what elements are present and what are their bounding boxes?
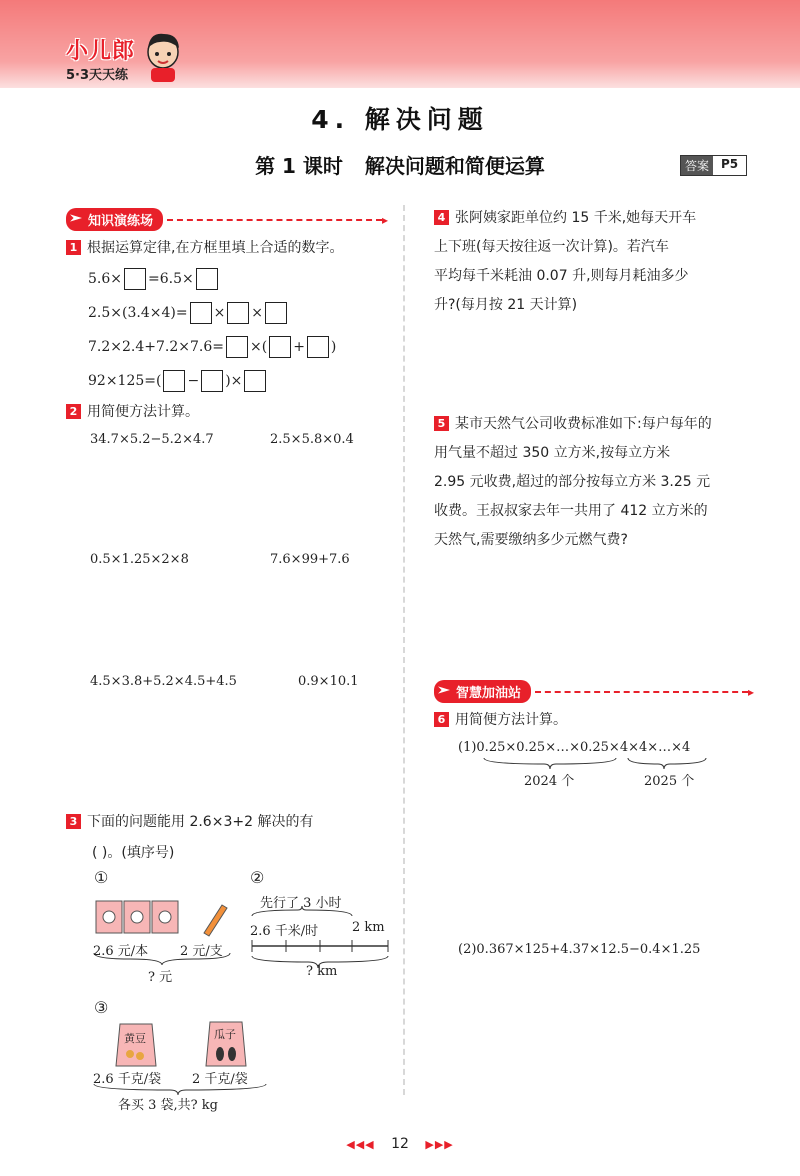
expr-part: 92×125=( <box>88 373 162 389</box>
notebook-icon <box>124 901 150 933</box>
answer-tag <box>680 155 747 176</box>
option-1-label: ① <box>94 868 109 887</box>
answer-box[interactable] <box>265 302 287 324</box>
dashed-line <box>167 219 382 221</box>
question-3-heading <box>66 812 313 833</box>
q4-text: 张阿姨家距单位约 15 千米,她每天开车 <box>455 210 697 226</box>
expr-part: )× <box>225 373 243 389</box>
dashed-line <box>535 691 748 693</box>
expr-part: 5.6× <box>88 271 122 287</box>
q1-line-2 <box>88 302 289 324</box>
notebook-icon <box>96 901 122 933</box>
prev-arrows-icon: ◀◀◀ <box>346 1138 375 1151</box>
answer-box[interactable] <box>124 268 146 290</box>
expr-part: × <box>213 305 226 321</box>
fig3-question: 各买 3 袋,共? kg <box>118 1098 218 1113</box>
answer-box[interactable] <box>196 268 218 290</box>
page-number: 12 <box>391 1136 409 1152</box>
question-2-heading <box>66 402 199 423</box>
answer-box[interactable] <box>226 336 248 358</box>
q5-line: 天然气,需要缴纳多少元燃气费? <box>434 532 628 548</box>
question-number: 6 <box>434 712 449 727</box>
q2-expr-1: 34.7×5.2−5.2×4.7 <box>90 432 214 447</box>
expr-part: 2.5×(3.4×4)= <box>88 305 188 321</box>
fig3-weight-1: 2.6 千克/袋 <box>93 1072 162 1087</box>
expr-part: ×( <box>249 339 268 355</box>
q1-line-1 <box>88 268 220 290</box>
expr-part: 7.2×2.4+7.2×7.6= <box>88 339 224 355</box>
answer-box[interactable] <box>201 370 223 392</box>
q6-part-1: (1)0.25×0.25×…×0.25×4×4×…×4 <box>458 740 691 755</box>
brand-logo: 小儿郎 <box>66 39 136 64</box>
page-footer <box>0 1136 800 1152</box>
q2-expr-2: 2.5×5.8×0.4 <box>270 432 354 447</box>
q6-count-1: 2024 个 <box>524 774 575 789</box>
expr-part: ) <box>330 339 337 355</box>
notebook-icon <box>152 901 178 933</box>
q6-count-2: 2025 个 <box>644 774 695 789</box>
q5-line: 2.95 元收费,超过的部分按每立方米 3.25 元 <box>434 474 711 490</box>
fig1-price-notebook: 2.6 元/本 <box>93 944 149 959</box>
fig2-distance: 2 km <box>352 920 385 935</box>
lesson-name: 解决问题和简便运算 <box>364 154 545 178</box>
question-number: 5 <box>434 416 449 431</box>
q1-line-4 <box>88 370 268 392</box>
fig2-question: ? km <box>306 964 338 979</box>
q5-line: 收费。王叔叔家去年一共用了 412 立方米的 <box>434 503 708 519</box>
arrow-right-icon: ▸ <box>747 684 754 699</box>
expr-part: =6.5× <box>148 271 194 287</box>
question-4 <box>434 204 764 320</box>
answer-box[interactable] <box>227 302 249 324</box>
section-banner-challenge <box>434 680 754 703</box>
q6-braces <box>480 756 720 770</box>
bag-1-label: 黄豆 <box>124 1032 146 1045</box>
expr-part: − <box>187 373 200 389</box>
question-1-text: 根据运算定律,在方框里填上合适的数字。 <box>87 240 344 256</box>
q5-text: 某市天然气公司收费标准如下:每户每年的 <box>455 416 712 432</box>
q4-line: 升?(每月按 21 天计算) <box>434 297 578 313</box>
section-title-practice: 知识演练场 <box>66 208 163 231</box>
question-2-text: 用简便方法计算。 <box>87 404 199 420</box>
mascot-icon <box>140 30 186 84</box>
question-3-text: 下面的问题能用 2.6×3+2 解决的有 <box>87 814 314 830</box>
answer-box[interactable] <box>190 302 212 324</box>
fig1-price-pencil: 2 元/支 <box>180 944 223 959</box>
section-banner-practice <box>66 208 388 231</box>
lesson-prefix: 第 1 课时 <box>255 154 343 178</box>
question-number: 3 <box>66 814 81 829</box>
q5-line: 用气量不超过 350 立方米,按每立方米 <box>434 445 671 461</box>
expr-part: + <box>293 339 305 355</box>
q2-expr-5: 4.5×3.8+5.2×4.5+4.5 <box>90 674 237 689</box>
arrow-right-icon: ▸ <box>381 212 388 227</box>
q4-line: 平均每千米耗油 0.07 升,则每月耗油多少 <box>434 268 689 284</box>
next-arrows-icon: ▶▶▶ <box>425 1138 454 1151</box>
fig2-speed: 2.6 千米/时 <box>250 924 319 939</box>
question-number: 2 <box>66 404 81 419</box>
q4-line: 上下班(每天按往返一次计算)。若汽车 <box>434 239 669 255</box>
pencil-icon <box>204 905 227 936</box>
bag-2-label: 瓜子 <box>214 1028 236 1041</box>
question-6-text: 用简便方法计算。 <box>455 712 567 728</box>
question-5 <box>434 410 764 555</box>
unit-title: 4. 解决问题 <box>311 105 489 134</box>
fig2-top-label: 先行了 3 小时 <box>260 896 342 911</box>
answer-page: P5 <box>721 157 739 171</box>
series-label: 5·3天天练 <box>66 68 129 83</box>
answer-box[interactable] <box>244 370 266 392</box>
option-3-label: ③ <box>94 998 109 1017</box>
expr-part: × <box>251 305 264 321</box>
question-6-heading <box>434 710 567 731</box>
answer-box[interactable] <box>307 336 329 358</box>
q2-expr-4: 7.6×99+7.6 <box>270 552 350 567</box>
answer-box[interactable] <box>163 370 185 392</box>
q3-blank[interactable]: ( )。(填序号) <box>92 845 175 861</box>
answer-box[interactable] <box>269 336 291 358</box>
answer-label: 答案 <box>681 156 713 175</box>
q1-line-3 <box>88 336 336 358</box>
fig3-weight-2: 2 千克/袋 <box>192 1072 248 1087</box>
section-title-challenge: 智慧加油站 <box>434 680 531 703</box>
option-2-label: ② <box>250 868 265 887</box>
fig1-question: ? 元 <box>148 970 173 985</box>
q2-expr-6: 0.9×10.1 <box>298 674 359 689</box>
q4-line <box>434 204 764 233</box>
q6-part-2: (2)0.367×125+4.37×12.5−0.4×1.25 <box>458 942 701 957</box>
q5-line <box>434 410 764 439</box>
question-1-heading <box>66 238 343 259</box>
q2-expr-3: 0.5×1.25×2×8 <box>90 552 189 567</box>
question-number: 1 <box>66 240 81 255</box>
question-number: 4 <box>434 210 449 225</box>
column-divider <box>403 205 405 1095</box>
